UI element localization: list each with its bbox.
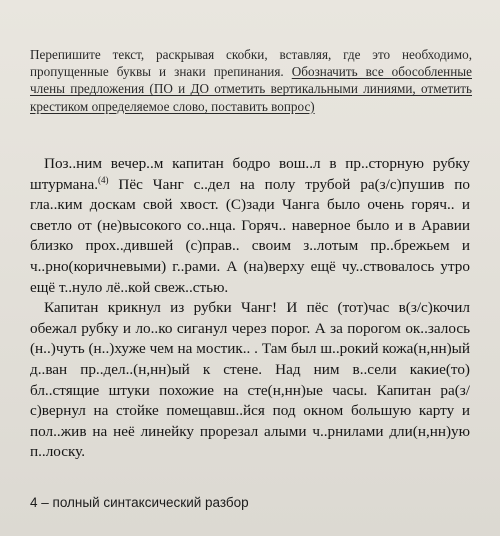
task-instruction-main: Перепишите текст, раскрывая скобки, вставляя, где это необходимо, пропущенные буквы и знаки препинания. xyxy=(30,47,472,80)
paragraph-1-rest: Пёс Чанг с..дел на полу трубой ра(з/с)пушив по гла..ким доскам свой хвост. (С)зади Чанга было очень горяч.. и светло от (не)высокого со..нца. Горяч.. наверное было и в Аравии близко прох..дившей (с)прав.. своим з..лотым пр..брежьем и ч..рно(коричневыми) г..рами. А (на)верху ещё чу..ствовалось утро ещё т..нуло лё..кой свеж..стью. xyxy=(30,175,470,296)
paragraph-1-start: Поз..ним вечер..м капитан бодро вош..л в пр..сторную рубку штурмана. xyxy=(30,155,470,193)
exercise-paragraph-2: Капитан крикнул из рубки Чанг! И пёс (тот)час в(з/с)кочил обежал рубку и ло..ко сиганул через порог. А за порогом ок..залось (н..)чуть (н..)хуже чем на мостик.. . Там был ш..рокий кожа(н,нн)ый д..ван пр..дел..(н,нн)ый к стене. Над ним в..сели какие(то) бл..стящие штуки похожие на сте(н,нн)ые часы. Капитан ра(з/с)вернул на стойке помещавш..йся под окном большую карту и пол..жив на неё линейку прорезал алыми ч..рнилами дли(н,нн)ую п..лоску. xyxy=(30,299,470,461)
exercise-text xyxy=(30,154,470,463)
task-instruction-underlined: Обозначить все обособленные члены предложения (ПО и ДО отметить вертикальными линиями, отметить крестиком определяемое слово, поставить вопрос) xyxy=(30,64,472,114)
parse-marker: (4) xyxy=(98,174,109,185)
exercise-paragraph-1 xyxy=(30,154,470,298)
footer-note: 4 – полный синтаксический разбор xyxy=(30,495,249,510)
task-instructions xyxy=(30,46,472,115)
